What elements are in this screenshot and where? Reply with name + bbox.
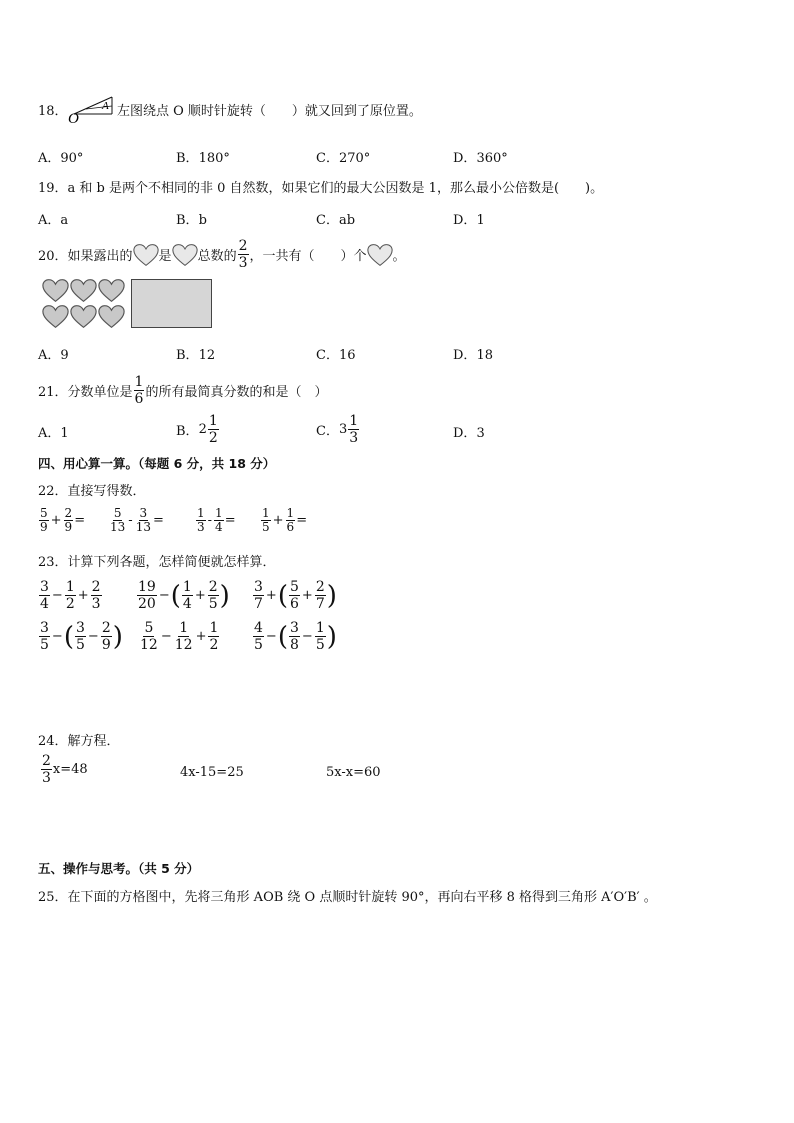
q23-expr-6: $\frac{4}{5}$ − ( $\frac{3}{8}$ − $\frac{1}{5}$ ) — [254, 620, 337, 653]
q18-option-b: B．180° — [176, 151, 230, 166]
q20-option-d: D．18 — [453, 348, 493, 363]
q22-expr-3: $\frac{1}{3}$ - $\frac{1}{4}$ = — [197, 506, 236, 534]
q20-fraction: $\frac{2}{3}$ — [238, 238, 248, 271]
heart-icon — [172, 243, 198, 267]
q23-expr-1: $\frac{3}{4}$ − $\frac{1}{2}$ + $\frac{2}{3}$ — [40, 579, 101, 612]
q20-option-b: B．12 — [176, 348, 216, 363]
rotation-figure — [66, 94, 116, 124]
q23-expr-5: $\frac{5}{12}$ − $\frac{1}{12}$ + $\frac{1}{2}$ — [140, 620, 219, 653]
q21-option-c: C． 3 $\frac{1}{3}$ — [316, 413, 359, 446]
q19-option-a: A．a — [38, 213, 69, 228]
heart-icon — [133, 243, 159, 267]
q18-text: 左图绕点 O 顺时针旋转（ ）就又回到了原位置。 — [117, 104, 422, 119]
q24-equation-1: $\frac{2}{3}$ x=48 — [42, 753, 88, 786]
q21-option-a: A．1 — [38, 426, 69, 441]
q23-expr-3: $\frac{3}{7}$ + ( $\frac{5}{6}$ + $\frac{2}{7}$ ) — [254, 579, 337, 612]
q21-text: 21．分数单位是 $\frac{1}{6}$ 的所有最简真分数的和是（ ） — [38, 374, 328, 407]
q21-fraction: $\frac{1}{6}$ — [134, 374, 144, 407]
q23-expr-4: $\frac{3}{5}$ − ( $\frac{3}{5}$ − $\frac{2}{9}$ ) — [40, 620, 123, 653]
visible-hearts — [42, 278, 128, 330]
q19-text: 19．a 和 b 是两个不相同的非 0 自然数，如果它们的最大公因数是 1，那么最小公倍数是( )。 — [38, 181, 604, 196]
hearts-group — [42, 278, 128, 330]
q24-equation-2: 4x-15=25 — [180, 765, 244, 780]
q22-expr-1: $\frac{5}{9}$ + $\frac{2}{9}$ = — [40, 506, 86, 534]
section-4-heading: 四、用心算一算。（每题 6 分，共 18 分） — [38, 456, 276, 471]
q18-option-a: A．90° — [38, 151, 84, 166]
q24-text: 24．解方程． — [38, 734, 120, 749]
fig-label-a: A — [102, 100, 109, 112]
q19-option-b: B．b — [176, 213, 207, 228]
q24-equation-3: 5x-x=60 — [326, 765, 381, 780]
section-5-heading: 五、操作与思考。（共 5 分） — [38, 861, 200, 876]
q23-expr-2: $\frac{19}{20}$ − ( $\frac{1}{4}$ + $\frac{2}{5}$ ) — [138, 579, 230, 612]
q19-option-c: C．ab — [316, 213, 356, 228]
q19-option-d: D．1 — [453, 213, 485, 228]
covered-box — [131, 279, 212, 328]
q22-text: 22．直接写得数． — [38, 484, 146, 499]
q22-expr-2: $\frac{5}{13}$ - $\frac{3}{13}$ = — [110, 506, 164, 534]
fig-label-o: O — [68, 111, 79, 124]
q21-option-d: D．3 — [453, 426, 485, 441]
q22-expr-4: $\frac{1}{5}$ + $\frac{1}{6}$ = — [262, 506, 308, 534]
q21-option-b: B． 2 $\frac{1}{2}$ — [176, 413, 218, 446]
q20-option-a: A．9 — [38, 348, 69, 363]
q23-text: 23．计算下列各题，怎样简便就怎样算． — [38, 555, 276, 570]
q25-text: 25．在下面的方格图中，先将三角形 AOB 绕 O 点顺时针旋转 90°，再向右平移 8 格得到三角形 A′O′B′ 。 — [38, 890, 657, 905]
q18-option-d: D．360° — [453, 151, 508, 166]
q18-option-c: C．270° — [316, 151, 371, 166]
q20-text: 20．如果露出的 是 总数的 $\frac{2}{3}$ ，一共有（ ）个 。 — [38, 238, 406, 271]
q18-number: 18． — [38, 104, 68, 119]
q20-option-c: C．16 — [316, 348, 356, 363]
heart-icon — [367, 243, 393, 267]
